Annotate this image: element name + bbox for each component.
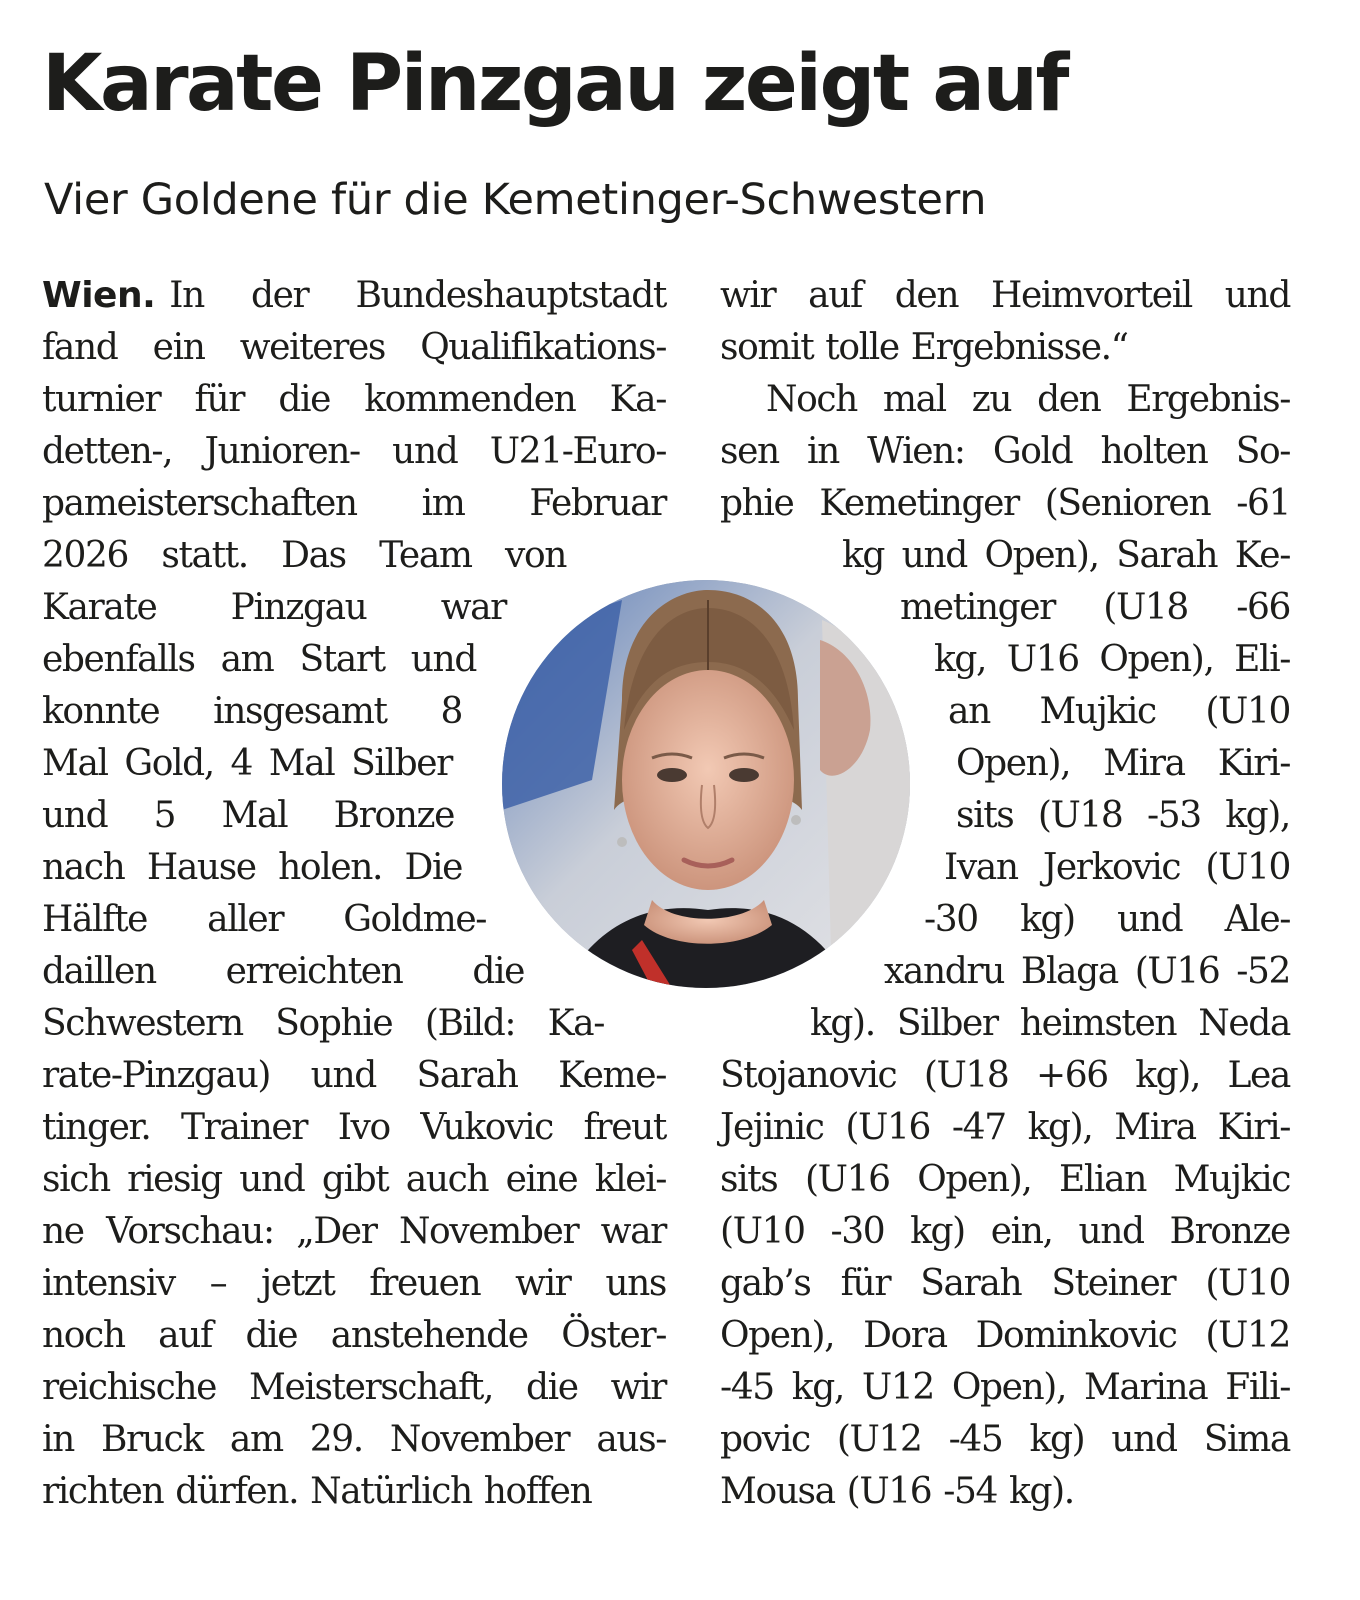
- word: Bronze: [333, 795, 454, 836]
- left-column-line: [42, 1102, 666, 1154]
- left-column-line: [42, 426, 666, 478]
- left-column-line: [42, 1258, 666, 1310]
- word: Ka-: [547, 1003, 604, 1044]
- word: freuen: [369, 1263, 481, 1304]
- word: sich: [42, 1159, 110, 1200]
- word: kg: [842, 535, 885, 576]
- word: auf: [158, 1315, 212, 1356]
- word: holten: [1100, 431, 1208, 472]
- left-column-line: [42, 1362, 666, 1414]
- left-column-line: [42, 270, 666, 322]
- word: tinger.: [42, 1107, 151, 1148]
- headline: Karate Pinzgau zeigt auf: [42, 39, 1067, 129]
- word: Mujkic: [1039, 691, 1156, 732]
- word: fand: [42, 327, 118, 368]
- word: Ke-: [1234, 535, 1290, 576]
- word: weiteres: [239, 327, 385, 368]
- right-column-line: [720, 1414, 1290, 1466]
- word: 8: [440, 691, 462, 732]
- word: Ivo: [337, 1107, 390, 1148]
- word: -30: [924, 899, 978, 940]
- left-column-line: [42, 322, 666, 374]
- word: 2026: [42, 535, 129, 576]
- word: sits: [956, 795, 1014, 836]
- word: Ale-: [1224, 899, 1290, 940]
- word: phie: [720, 483, 794, 524]
- word: gab’s: [720, 1263, 811, 1304]
- left-column-line: [42, 894, 486, 946]
- word: Bruck: [100, 1419, 203, 1460]
- word: (U10: [1205, 1263, 1290, 1304]
- left-column-line: [42, 842, 462, 894]
- word: pameisterschaften: [42, 483, 357, 524]
- word: Öster-: [561, 1315, 666, 1356]
- right-column-line: [948, 686, 1290, 738]
- right-column-line: [884, 946, 1290, 998]
- word: Meisterschaft,: [248, 1367, 494, 1408]
- word: Vukovic: [420, 1107, 553, 1148]
- word: Sima: [1203, 1419, 1290, 1460]
- right-column-line: [810, 998, 1290, 1050]
- word: Silber: [351, 743, 452, 784]
- word: wir: [515, 1263, 571, 1304]
- word: für: [840, 1263, 891, 1304]
- word: und: [1078, 1211, 1144, 1252]
- word: 4: [230, 743, 253, 784]
- word: kg): [910, 1211, 965, 1252]
- word: Junioren-: [204, 431, 360, 472]
- word: -45: [948, 1419, 1003, 1460]
- word: -47: [951, 1107, 1006, 1148]
- word: So-: [1235, 431, 1290, 472]
- left-column-line: [42, 530, 566, 582]
- word: Goldme-: [343, 899, 486, 940]
- word: freut: [583, 1107, 666, 1148]
- word: reichische: [42, 1367, 217, 1408]
- word: Die: [404, 847, 462, 888]
- word: der: [251, 275, 309, 316]
- word: xandru: [884, 951, 1004, 992]
- word: metinger: [900, 587, 1055, 628]
- right-column-line: [720, 1362, 1290, 1414]
- word: am: [229, 1419, 283, 1460]
- left-column-line: [42, 1310, 666, 1362]
- word: Karate: [42, 587, 157, 628]
- word: (U10: [720, 1211, 805, 1252]
- word: kg): [1029, 1419, 1085, 1460]
- word: U12: [861, 1367, 934, 1408]
- word: im: [421, 483, 465, 524]
- word: Trainer: [181, 1107, 308, 1148]
- word: (Bild:: [424, 1003, 516, 1044]
- word: Open),: [917, 1159, 1032, 1200]
- word: in: [807, 431, 839, 472]
- word: konnte: [42, 691, 160, 732]
- word: Heimvorteil: [990, 275, 1192, 316]
- right-column-line: [720, 1466, 1090, 1518]
- left-column-line: [42, 1154, 666, 1206]
- word: –: [209, 1263, 227, 1304]
- word: sits: [720, 1159, 778, 1200]
- word: -66: [1236, 587, 1290, 628]
- word: erreichten: [225, 951, 403, 992]
- word: Schwestern: [42, 1003, 243, 1044]
- word: (U16: [1134, 951, 1220, 992]
- word: Silber: [896, 1003, 998, 1044]
- right-column-line: [766, 374, 1290, 426]
- word: (U18: [1037, 795, 1123, 836]
- left-column-line: [42, 374, 666, 426]
- word: und: [901, 535, 967, 576]
- word: aus-: [596, 1419, 666, 1460]
- right-column-line: [956, 738, 1290, 790]
- word: kommenden: [364, 379, 576, 420]
- word: Bronze: [1169, 1211, 1290, 1252]
- word: ne: [42, 1211, 84, 1252]
- word: wir: [610, 1367, 666, 1408]
- word: Ergebnis-: [1126, 379, 1290, 420]
- word: noch: [42, 1315, 125, 1356]
- word: Sarah: [920, 1263, 1022, 1304]
- word: November: [389, 1419, 570, 1460]
- word: +66: [1035, 1055, 1108, 1096]
- word: für: [194, 379, 245, 420]
- word: sen: [720, 431, 779, 472]
- word: Team: [379, 535, 472, 576]
- word: wir: [720, 275, 776, 316]
- word: November: [398, 1211, 579, 1252]
- word: Mal: [268, 743, 335, 784]
- word: -54: [943, 1471, 998, 1512]
- subheadline: Vier Goldene für die Kemetinger-Schwestern: [44, 175, 987, 225]
- right-column-line: [720, 1206, 1290, 1258]
- word: (U16: [845, 1107, 930, 1148]
- word: riesig: [127, 1159, 222, 1200]
- word: an: [948, 691, 990, 732]
- word: Open),: [951, 1367, 1066, 1408]
- word: Jerkovic: [1042, 847, 1181, 888]
- word: -45: [720, 1367, 774, 1408]
- word: Keme-: [558, 1055, 666, 1096]
- word: ein: [152, 327, 205, 368]
- word: Sophie: [275, 1003, 393, 1044]
- right-column-line: [842, 530, 1290, 582]
- word: kg).: [810, 1003, 875, 1044]
- word: Dominkovic: [975, 1315, 1177, 1356]
- word: und: [310, 1055, 376, 1096]
- word: Open),: [956, 743, 1071, 784]
- word: den: [1037, 379, 1101, 420]
- right-column-line: [720, 1154, 1290, 1206]
- left-column-line: [42, 582, 506, 634]
- word: Ergebnisse.“: [910, 327, 1128, 368]
- word: jetzt: [261, 1263, 335, 1304]
- left-column-line: [42, 1050, 666, 1102]
- word: Stojanovic: [720, 1055, 897, 1096]
- word: Lea: [1227, 1055, 1290, 1096]
- word: U16: [1006, 639, 1079, 680]
- word: (Senioren: [1044, 483, 1211, 524]
- word: Mira: [1114, 1107, 1196, 1148]
- word: von: [505, 535, 566, 576]
- word: rate-Pinzgau): [42, 1055, 271, 1096]
- word: U21-Euro-: [489, 431, 666, 472]
- word: Kemetinger: [819, 483, 1019, 524]
- word: anstehende: [330, 1315, 528, 1356]
- word: -53: [1146, 795, 1201, 836]
- word: tolle: [825, 327, 899, 368]
- word: In: [169, 275, 204, 316]
- word: Mal: [42, 743, 108, 784]
- word: insgesamt: [213, 691, 387, 732]
- word: Ka-: [609, 379, 666, 420]
- word: ebenfalls: [42, 639, 195, 680]
- word: Eli-: [1234, 639, 1290, 680]
- word: kg),: [1135, 1055, 1200, 1096]
- word: Kiri-: [1217, 743, 1290, 784]
- word: kg,: [791, 1367, 844, 1408]
- left-column-line: [42, 478, 666, 530]
- word: Kiri-: [1217, 1107, 1290, 1148]
- left-column-line: [42, 1414, 666, 1466]
- right-column-line: [956, 790, 1290, 842]
- word: ein,: [990, 1211, 1053, 1252]
- word: (U16: [846, 1471, 932, 1512]
- left-column-line: [42, 686, 462, 738]
- word: Pinzgau: [230, 587, 367, 628]
- word: kg),: [1027, 1107, 1093, 1148]
- word: kg),: [1225, 795, 1290, 836]
- word: Noch: [766, 379, 857, 420]
- word: Mousa: [720, 1471, 835, 1512]
- right-column-line: [944, 842, 1290, 894]
- athlete-photo: [502, 580, 910, 988]
- word: und: [239, 1159, 305, 1200]
- word: holen.: [278, 847, 383, 888]
- word: Steiner: [1051, 1263, 1176, 1304]
- word: Dora: [863, 1315, 947, 1356]
- word: (U18: [923, 1055, 1009, 1096]
- word: den: [894, 275, 959, 316]
- word: Hause: [146, 847, 256, 888]
- word: Neda: [1198, 1003, 1290, 1044]
- word: gibt: [321, 1159, 389, 1200]
- word: uns: [605, 1263, 666, 1304]
- word: die: [278, 379, 330, 420]
- word: Februar: [529, 483, 666, 524]
- word: die: [472, 951, 524, 992]
- word: klei-: [594, 1159, 666, 1200]
- word: Gold: [992, 431, 1073, 472]
- right-column-line: [924, 894, 1290, 946]
- word: am: [220, 639, 274, 680]
- word: auch: [405, 1159, 489, 1200]
- word: richten: [42, 1471, 164, 1512]
- left-column-line: [42, 634, 476, 686]
- right-column-line: [900, 582, 1290, 634]
- word: eine: [505, 1159, 578, 1200]
- word: (U12: [1205, 1315, 1290, 1356]
- word: und: [1111, 1419, 1177, 1460]
- left-column-line: [42, 998, 604, 1050]
- word: povic: [720, 1419, 810, 1460]
- word: (U10: [1205, 847, 1290, 888]
- word: die: [245, 1315, 298, 1356]
- word: -61: [1236, 483, 1290, 524]
- word: kg).: [1009, 1471, 1074, 1512]
- word: Sarah: [1116, 535, 1218, 576]
- word: war: [440, 587, 506, 628]
- word: kg): [1020, 899, 1075, 940]
- word: und: [1117, 899, 1183, 940]
- word: auf: [808, 275, 862, 316]
- left-column-line: [42, 1466, 666, 1518]
- word: Gold,: [124, 743, 214, 784]
- word: Mal: [221, 795, 288, 836]
- right-column-line: [720, 270, 1290, 322]
- word: Open),: [720, 1315, 835, 1356]
- word: kg,: [934, 639, 987, 680]
- word: detten-,: [42, 431, 173, 472]
- word: zu: [971, 379, 1012, 420]
- word: in: [42, 1419, 74, 1460]
- word: und: [410, 639, 476, 680]
- word: die: [526, 1367, 578, 1408]
- word: -30: [830, 1211, 885, 1252]
- word: und: [1224, 275, 1290, 316]
- word: Wien:: [867, 431, 965, 472]
- word: Vorschau:: [106, 1211, 274, 1252]
- word: statt.: [161, 535, 248, 576]
- right-column-line: [720, 478, 1290, 530]
- word: Blaga: [1020, 951, 1118, 992]
- word: „Der: [296, 1211, 377, 1252]
- word: Hälfte: [42, 899, 148, 940]
- word: Das: [281, 535, 346, 576]
- line-text: [169, 270, 666, 322]
- word: Fili-: [1225, 1367, 1290, 1408]
- word: Sarah: [416, 1055, 518, 1096]
- word: Mira: [1103, 743, 1185, 784]
- word: intensiv: [42, 1263, 175, 1304]
- word: war: [600, 1211, 666, 1252]
- word: Elian: [1059, 1159, 1147, 1200]
- word: Jejinic: [720, 1107, 824, 1148]
- portrait-illustration: [502, 580, 910, 988]
- word: Bundeshauptstadt: [355, 275, 666, 316]
- word: (U10: [1205, 691, 1290, 732]
- right-column-line: [720, 426, 1290, 478]
- word: Open),: [1099, 639, 1214, 680]
- left-column-line: [42, 1206, 666, 1258]
- right-column-line: [720, 1050, 1290, 1102]
- right-column-line: [720, 1102, 1290, 1154]
- dateline: Wien.: [42, 275, 156, 316]
- word: -52: [1236, 951, 1290, 992]
- word: aller: [207, 899, 284, 940]
- right-column-line: [720, 322, 1137, 374]
- word: Ivan: [944, 847, 1018, 888]
- right-column-line: [720, 1310, 1290, 1362]
- word: (U12: [836, 1419, 922, 1460]
- word: dürfen.: [175, 1471, 299, 1512]
- word: Mujkic: [1173, 1159, 1290, 1200]
- word: 29.: [309, 1419, 363, 1460]
- word: und: [42, 795, 108, 836]
- word: daillen: [42, 951, 156, 992]
- word: 5: [153, 795, 176, 836]
- word: turnier: [42, 379, 161, 420]
- word: Natürlich: [310, 1471, 472, 1512]
- word: heimsten: [1019, 1003, 1177, 1044]
- word: nach: [42, 847, 125, 888]
- right-column-line: [934, 634, 1290, 686]
- word: und: [392, 431, 458, 472]
- word: Marina: [1083, 1367, 1208, 1408]
- left-column-line: [42, 738, 452, 790]
- word: (U18: [1103, 587, 1188, 628]
- left-column-line: [42, 790, 454, 842]
- left-column-line: [42, 946, 524, 998]
- word: Qualifikations-: [420, 327, 666, 368]
- word: mal: [882, 379, 946, 420]
- right-column-line: [720, 1258, 1290, 1310]
- word: Start: [299, 639, 385, 680]
- word: hoffen: [483, 1471, 592, 1512]
- word: somit: [720, 327, 814, 368]
- word: (U16: [805, 1159, 890, 1200]
- word: Open),: [984, 535, 1099, 576]
